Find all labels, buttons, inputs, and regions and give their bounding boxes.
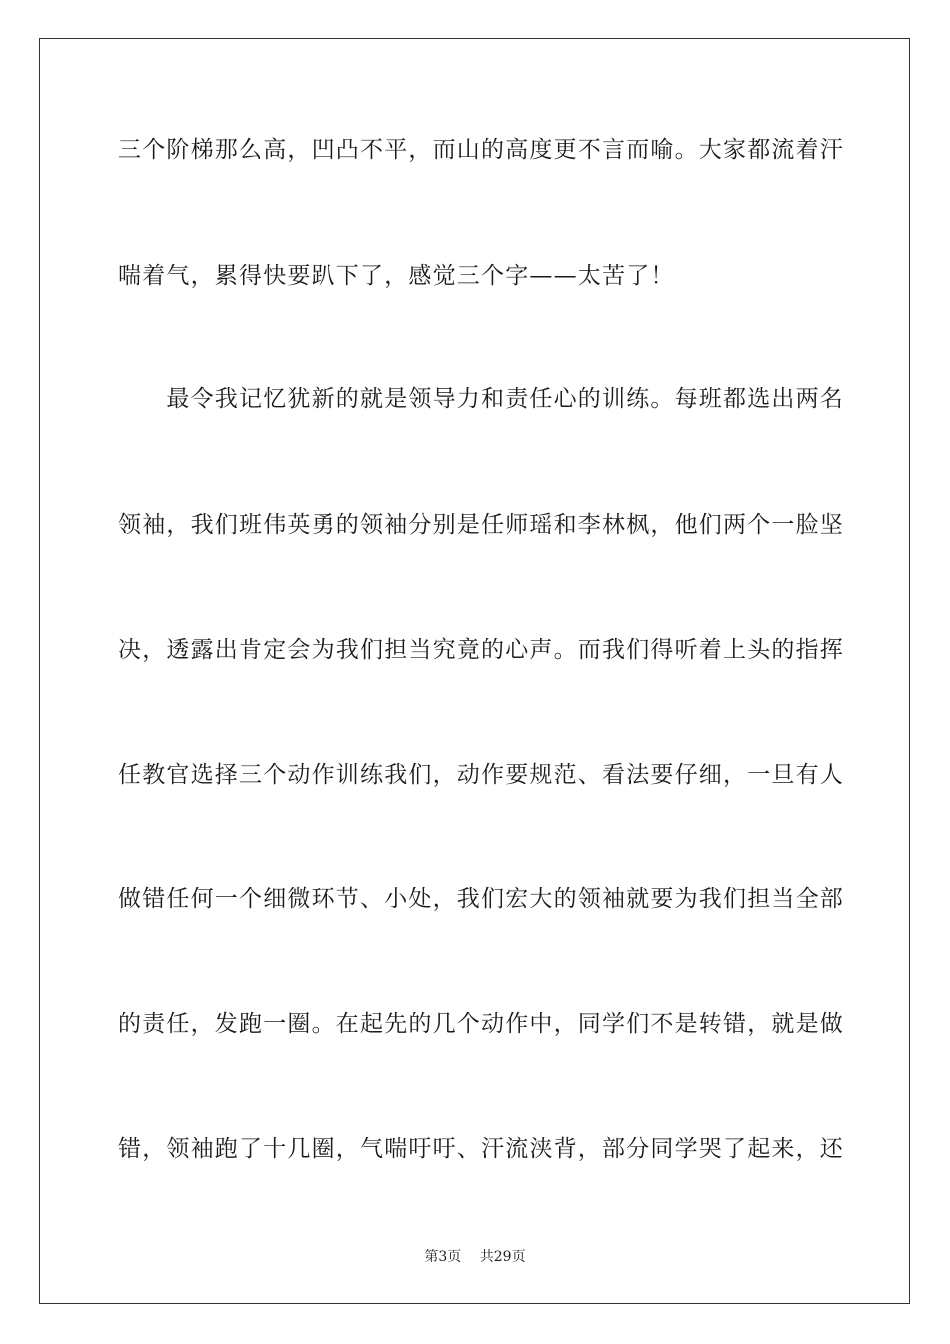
page-total: 共29页 [479,1249,526,1265]
page-footer [0,1248,950,1266]
text-line-7: 做错任何一个细微环节、小处，我们宏大的领袖就要为我们担当全部 [118,886,844,912]
page-border [39,38,910,1304]
text-line-6: 任教官选择三个动作训练我们，动作要规范、看法要仔细，一旦有人 [118,762,844,788]
text-line-3: 最令我记忆犹新的就是领导力和责任心的训练。每班都选出两名 [118,386,844,412]
text-line-2: 喘着气，累得快要趴下了，感觉三个字——太苦了！ [118,263,675,289]
text-line-5: 决，透露出肯定会为我们担当究竟的心声。而我们得听着上头的指挥 [118,637,844,663]
page-number: 第3页 [424,1249,462,1265]
text-line-8: 的责任，发跑一圈。在起先的几个动作中，同学们不是转错，就是做 [118,1011,844,1037]
text-line-1: 三个阶梯那么高，凹凸不平，而山的高度更不言而喻。大家都流着汗 [118,137,844,163]
text-line-9: 错，领袖跑了十几圈，气喘吁吁、汗流浃背，部分同学哭了起来，还 [118,1136,844,1162]
text-line-4: 领袖，我们班伟英勇的领袖分别是任师瑶和李林枫，他们两个一脸坚 [118,512,844,538]
